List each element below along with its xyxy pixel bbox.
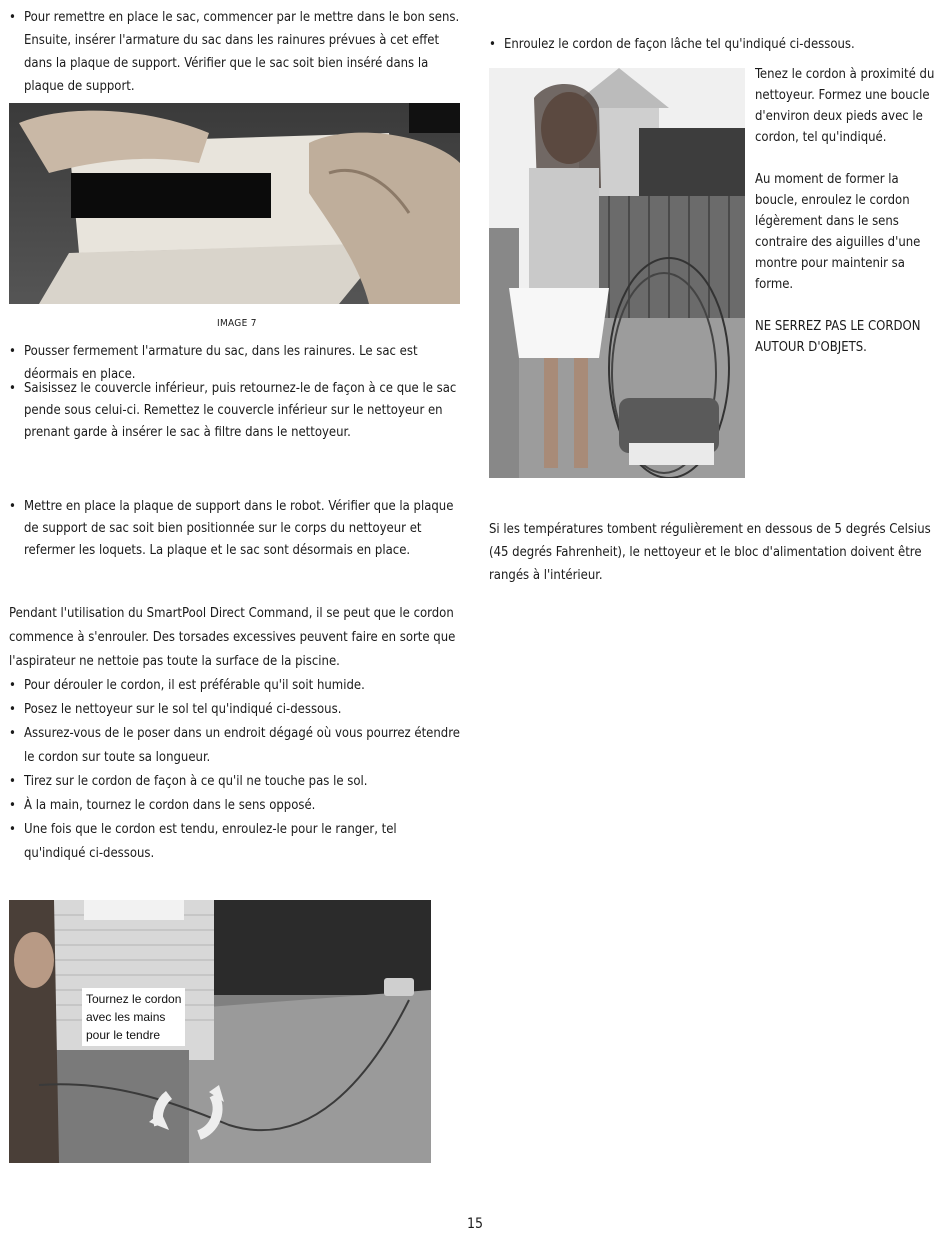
cord-bullet-3: • Assurez-vous de le poser dans un endroit dégagé où vous pourrez étendre le cordon sur toute sa longueur. — [9, 722, 461, 770]
cord-bullet-1: • Pour dérouler le cordon, il est préférable qu'il soit humide. — [9, 674, 461, 698]
image-7-caption: IMAGE 7 — [217, 318, 257, 329]
bullet-support-plate: • Mettre en place la plaque de support dans le robot. Vérifier que la plaque de support de sac soit bien positionnée sur le corps du nettoyeur et refermer les loquets. La plaque et le sac sont désormais en place. — [9, 496, 461, 562]
twist-cord-illustration — [9, 900, 431, 1163]
bullet-bag-replace: • Pour remettre en place le sac, commencer par le mettre dans le bon sens. Ensuite, insérer l'armature du sac dans les rainures prévues à cet effet dans la plaque de support. Vérifier que le sac soit bien inséré dans la plaque de support. — [9, 6, 461, 98]
coil-cord-photo — [489, 68, 745, 478]
page-number: 15 — [467, 1216, 484, 1232]
bullet-push-frame: • Pousser fermement l'armature du sac, dans les rainures. Le sac est déormais en place. — [9, 340, 461, 386]
twist-cord-photo — [9, 900, 431, 1163]
bullet-lower-cover: • Saisissez le couvercle inférieur, puis retournez-le de façon à ce que le sac pende sous celui-ci. Remettez le couvercle inférieur sur le nettoyeur en prenant garde à insérer le sac à filtre dans le nettoyeur. — [9, 378, 461, 444]
side-note-1: Tenez le cordon à proximité du nettoyeur. Formez une boucle d'environ deux pieds avec le cordon, tel qu'indiqué. — [755, 67, 935, 145]
cord-bullet-6: • Une fois que le cordon est tendu, enroulez-le pour le ranger, tel qu'indiqué ci-dessous. — [9, 818, 461, 866]
temperature-note-block — [489, 518, 939, 587]
side-note-3: NE SERREZ PAS LE CORDON AUTOUR D'OBJETS. — [755, 319, 921, 355]
left-bullets-plate — [9, 496, 461, 562]
right-side-notes — [755, 64, 940, 358]
cord-bullet-5: • À la main, tournez le cordon dans le sens opposé. — [9, 794, 461, 818]
cord-section — [9, 602, 461, 866]
right-bullet — [489, 33, 939, 56]
bag-frame-illustration — [9, 103, 460, 304]
bullet-coil-loosely: • Enroulez le cordon de façon lâche tel qu'indiqué ci-dessous. — [489, 33, 939, 56]
coil-cord-illustration — [489, 68, 745, 478]
left-bullets-cover — [9, 378, 461, 444]
photo-callout: Tournez le cordon avec les mains pour le tendre — [86, 992, 182, 1042]
cord-bullet-4: • Tirez sur le cordon de façon à ce qu'il ne touche pas le sol. — [9, 770, 461, 794]
side-note-2: Au moment de former la boucle, enroulez le cordon légèrement dans le sens contraire des aiguilles d'une montre pour maintenir sa forme. — [755, 172, 921, 292]
left-column — [9, 6, 461, 98]
cord-paragraph: Pendant l'utilisation du SmartPool Direct Command, il se peut que le cordon commence à s'enrouler. Des torsades excessives peuvent faire en sorte que l'aspirateur ne nettoie pas toute la surface de la piscine. — [9, 606, 456, 669]
cord-bullet-2: • Posez le nettoyeur sur le sol tel qu'indiqué ci-dessous. — [9, 698, 461, 722]
temperature-note: Si les températures tombent régulièrement en dessous de 5 degrés Celsius (45 degrés Fahrenheit), le nettoyeur et le bloc d'alimentation doivent être rangés à l'intérieur. — [489, 522, 931, 583]
image-7-photo — [9, 103, 460, 304]
